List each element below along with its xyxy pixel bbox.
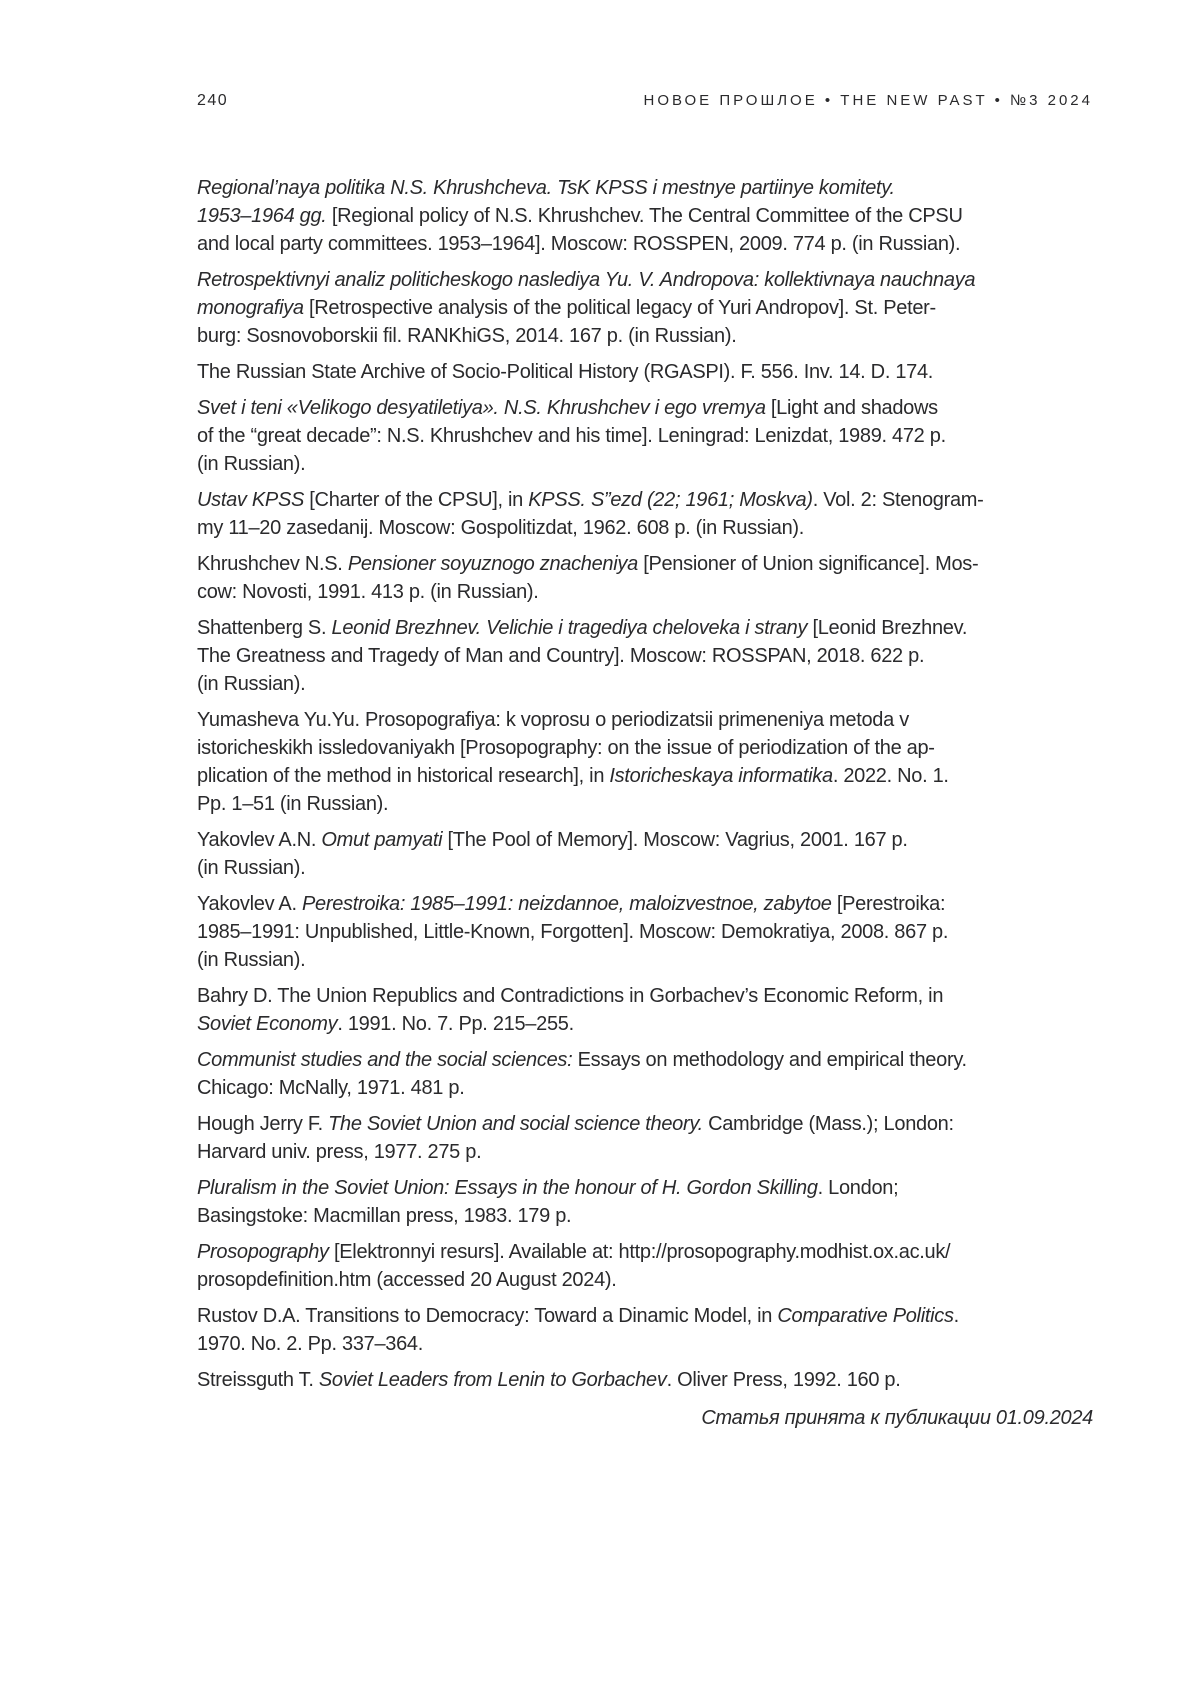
reference-text: [Charter of the CPSU], in	[309, 489, 529, 511]
reference-text-italic: Comparative Politics	[777, 1305, 954, 1327]
reference-text: [Light and shadows	[770, 397, 938, 419]
running-head	[197, 92, 1093, 110]
journal-masthead: НОВОЕ ПРОШЛОЕ • THE NEW PAST • №3 2024	[643, 92, 1093, 109]
acceptance-note: Статья принята к публикации 01.09.2024	[701, 1407, 1093, 1429]
reference-text-italic: Regional’naya politika N.S. Khrushcheva. TsK KPSS i mestnye partiinye komitety.	[197, 177, 895, 199]
reference-text-italic: Leonid Brezhnev. Velichie i tragediya cheloveka i strany	[331, 617, 813, 639]
reference-text-italic: Omut pamyati	[321, 829, 448, 851]
reference-entry	[197, 890, 1093, 974]
reference-text: Hough Jerry F.	[197, 1113, 329, 1135]
reference-text: [Elektronnyi resurs]. Available at: http://prosopography.modhist.ox.ac.uk/	[334, 1241, 951, 1263]
reference-text: (in Russian).	[197, 949, 306, 971]
reference-entry	[197, 982, 1093, 1038]
reference-text: [Regional policy of N.S. Khrushchev. The Central Committee of the CPSU	[331, 205, 963, 227]
reference-entry	[197, 174, 1093, 258]
reference-text-italic: Perestroika: 1985–1991: neizdannoe, maloizvestnoe, zabytoe	[301, 893, 837, 915]
reference-text-italic: Communist studies and the social sciences:	[197, 1049, 578, 1071]
reference-text: burg: Sosnovoborskii fil. RANKhiGS, 2014. 167 p. (in Russian).	[197, 325, 737, 347]
reference-text: and local party committees. 1953–1964]. Moscow: ROSSPEN, 2009. 774 p. (in Russian).	[197, 233, 961, 255]
reference-text: The Russian State Archive of Socio-Political History (RGASPI). F. 556. Inv. 14. D. 174.	[197, 361, 934, 383]
reference-text: (in Russian).	[197, 857, 306, 879]
reference-text-italic: Soviet Leaders from Lenin to Gorbachev	[318, 1369, 667, 1391]
reference-entry	[197, 358, 1093, 386]
reference-text: Essays on methodology and empirical theory.	[577, 1049, 967, 1071]
reference-text: Basingstoke: Macmillan press, 1983. 179 p.	[197, 1205, 572, 1227]
reference-text: of the “great decade”: N.S. Khrushchev and his time]. Leningrad: Lenizdat, 1989. 472 p.	[197, 425, 946, 447]
reference-text: (in Russian).	[197, 453, 306, 475]
reference-text-italic: Ustav KPSS	[197, 489, 310, 511]
reference-text: .	[953, 1305, 959, 1327]
reference-text: 1985–1991: Unpublished, Little-Known, Forgotten]. Moscow: Demokratiya, 2008. 867 p.	[197, 921, 949, 943]
reference-text: [Pensioner of Union significance]. Mos-	[643, 553, 979, 575]
reference-text: istoricheskikh issledovaniyakh [Prosopography: on the issue of periodization of the ap-	[197, 737, 935, 759]
reference-text: Streissguth T.	[197, 1369, 319, 1391]
reference-text: [Perestroika:	[836, 893, 946, 915]
reference-text-italic: Soviet Economy	[197, 1013, 338, 1035]
reference-entry	[197, 1046, 1093, 1102]
reference-text-italic: Retrospektivnyi analiz politicheskogo naslediya Yu. V. Andropova: kollektivnaya nauchnaya	[197, 269, 976, 291]
reference-entry	[197, 614, 1093, 698]
reference-text: 1970. No. 2. Pp. 337–364.	[197, 1333, 424, 1355]
reference-entry	[197, 1174, 1093, 1230]
reference-entry	[197, 1110, 1093, 1166]
page-number: 240	[197, 92, 229, 109]
reference-text-italic: Pensioner soyuznogo znacheniya	[347, 553, 644, 575]
reference-text: . 2022. No. 1.	[832, 765, 949, 787]
reference-text: Yakovlev A.	[197, 893, 302, 915]
reference-entry	[197, 1366, 1093, 1394]
reference-text: Pp. 1–51 (in Russian).	[197, 793, 389, 815]
reference-text: . Vol. 2: Stenogram-	[812, 489, 984, 511]
reference-text: Cambridge (Mass.); London:	[708, 1113, 954, 1135]
reference-text-italic: Pluralism in the Soviet Union: Essays in the honour of H. Gordon Skilling	[197, 1177, 818, 1199]
reference-text: Harvard univ. press, 1977. 275 p.	[197, 1141, 482, 1163]
reference-entry	[197, 1238, 1093, 1294]
reference-entry	[197, 266, 1093, 350]
reference-text-italic: KPSS. S”ezd (22; 1961; Moskva)	[528, 489, 813, 511]
reference-text: . 1991. No. 7. Pp. 215–255.	[337, 1013, 574, 1035]
reference-text: [The Pool of Memory]. Moscow: Vagrius, 2001. 167 p.	[447, 829, 908, 851]
reference-text: Khrushchev N.S.	[197, 553, 348, 575]
reference-text: Shattenberg S.	[197, 617, 332, 639]
reference-text-italic: Svet i teni «Velikogo desyatiletiya». N.S. Khrushchev i ego vremya	[197, 397, 771, 419]
reference-text: (in Russian).	[197, 673, 306, 695]
reference-text: my 11–20 zasedanij. Moscow: Gospolitizdat, 1962. 608 p. (in Russian).	[197, 517, 805, 539]
bibliography-section	[197, 174, 1093, 1432]
reference-entry	[197, 706, 1093, 818]
reference-text: . Oliver Press, 1992. 160 p.	[666, 1369, 901, 1391]
reference-text: Rustov D.A. Transitions to Democracy: Toward a Dinamic Model, in	[197, 1305, 778, 1327]
reference-entry	[197, 550, 1093, 606]
reference-text-italic: monografiya	[197, 297, 310, 319]
reference-text: cow: Novosti, 1991. 413 p. (in Russian).	[197, 581, 539, 603]
reference-text: Bahry D. The Union Republics and Contradictions in Gorbachev’s Economic Reform, in	[197, 985, 944, 1007]
reference-text: The Greatness and Tragedy of Man and Country]. Moscow: ROSSPAN, 2018. 622 p.	[197, 645, 925, 667]
reference-text: Yumasheva Yu.Yu. Prosopografiya: k voprosu o periodizatsii primeneniya metoda v	[197, 709, 909, 731]
reference-entry	[197, 1302, 1093, 1358]
reference-text: Chicago: McNally, 1971. 481 p.	[197, 1077, 465, 1099]
reference-text: [Leonid Brezhnev.	[812, 617, 968, 639]
reference-text-italic: 1953–1964 gg.	[197, 205, 332, 227]
reference-text-italic: Prosopography	[197, 1241, 335, 1263]
reference-text: prosopdefinition.htm (accessed 20 August 2024).	[197, 1269, 617, 1291]
reference-entry	[197, 826, 1093, 882]
reference-text: . London;	[817, 1177, 899, 1199]
references-list	[197, 174, 1093, 1394]
reference-text: Yakovlev A.N.	[197, 829, 322, 851]
reference-text: [Retrospective analysis of the political legacy of Yuri Andropov]. St. Peter-	[309, 297, 936, 319]
reference-entry	[197, 486, 1093, 542]
reference-text-italic: The Soviet Union and social science theory.	[328, 1113, 709, 1135]
reference-entry	[197, 394, 1093, 478]
reference-text: plication of the method in historical research], in	[197, 765, 610, 787]
reference-text-italic: Istoricheskaya informatika	[609, 765, 833, 787]
